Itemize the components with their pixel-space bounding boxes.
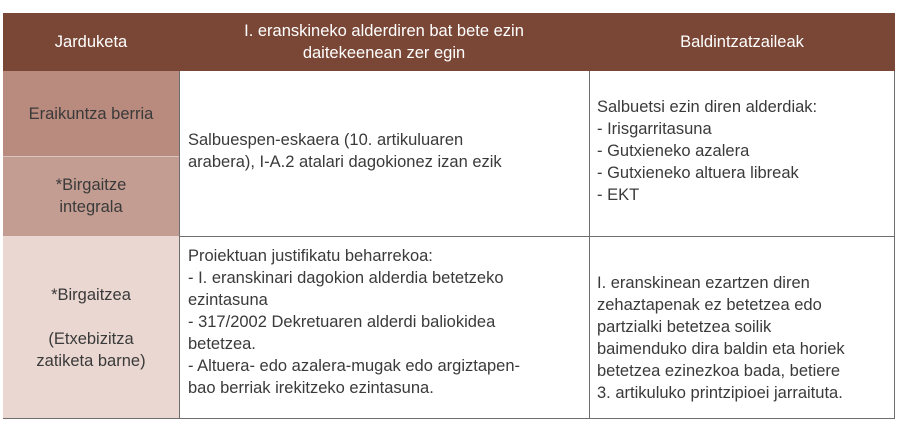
row1-conditions-list: [597, 118, 895, 206]
list-item: - EKT: [597, 186, 640, 204]
header-conditions: [589, 13, 895, 71]
header-action-line2: daitekeenean zer egin: [302, 44, 466, 62]
list-item: - Gutxieneko altuera libreak: [597, 164, 799, 182]
activity-integral-line2: integrala: [59, 198, 123, 216]
row2-conditions-line: zehaztapenak ez betetzea edo: [597, 296, 822, 314]
header-action-line1: I. eranskineko alderdiren bat bete ezin: [244, 22, 524, 40]
list-item: - Irisgarritasuna: [597, 120, 712, 138]
row2-conditions-line: baimenduko dira baldin eta horiek: [597, 340, 845, 358]
grid-line: [179, 71, 180, 419]
grid-line: [3, 418, 895, 419]
activity-renovation-line2: (Etxebizitza: [48, 329, 134, 348]
row2-action-line: bao berriak irekitzeko ezintasuna.: [188, 379, 434, 397]
row1-conditions-intro: Salbuetsi ezin diren alderdiak:: [597, 98, 818, 116]
row2-action-line: - I. eranskinari dagokion alderdia betetzeko: [188, 269, 504, 287]
row2-conditions-cell: [589, 236, 895, 419]
grid-line: [894, 71, 895, 419]
row2-action-line: - Altuera- edo azalera-mugak edo argiztapen-: [188, 357, 521, 375]
row2-conditions-line: 3. artikuluko printzipioei jarraituta.: [597, 384, 843, 402]
row1-conditions-cell: [589, 71, 895, 236]
activity-new-construction: [3, 71, 179, 156]
activity-renovation-line3: zatiketa barne): [36, 351, 146, 370]
row2-action-line: ezintasuna: [188, 291, 268, 309]
header-jarduketa: [3, 13, 179, 71]
grid-line: [589, 71, 590, 419]
activity-integral-line1: *Birgaitze: [55, 176, 127, 194]
row1-action-cell: [179, 71, 589, 236]
grid-line: [3, 156, 179, 157]
row2-conditions-line: partzialki betetzea soilik: [597, 318, 772, 336]
grid-line: [179, 236, 895, 237]
activity-renovation-line1: *Birgaitzea: [51, 285, 131, 304]
activity-new-construction-label: Eraikuntza berria: [28, 104, 154, 123]
row2-action-line: - 317/2002 Dekretuaren alderdi baliokidea: [188, 313, 496, 331]
header-conditions-label: Baldintzatzaileak: [680, 33, 804, 51]
row1-action-line1: Salbuespen-eskaera (10. artikuluaren: [188, 131, 464, 149]
header-action: [179, 13, 589, 71]
activity-renovation: [3, 236, 179, 419]
header-jarduketa-label: Jarduketa: [54, 33, 128, 51]
list-item: - Gutxieneko azalera: [597, 142, 750, 160]
activity-integral-renovation: [3, 156, 179, 236]
row2-conditions-line: betetzea ezinezkoa bada, betiere: [597, 362, 841, 380]
regulation-table: [3, 13, 895, 419]
row2-action-line: betetzea.: [188, 335, 256, 353]
row1-action-line2: arabera), I-A.2 atalari dagokionez izan ezik: [188, 153, 502, 171]
row2-action-line: Proiektuan justifikatu beharrekoa:: [188, 247, 433, 265]
row2-conditions-line: I. eranskinean ezartzen diren: [597, 274, 810, 292]
row2-action-cell: [179, 236, 589, 419]
